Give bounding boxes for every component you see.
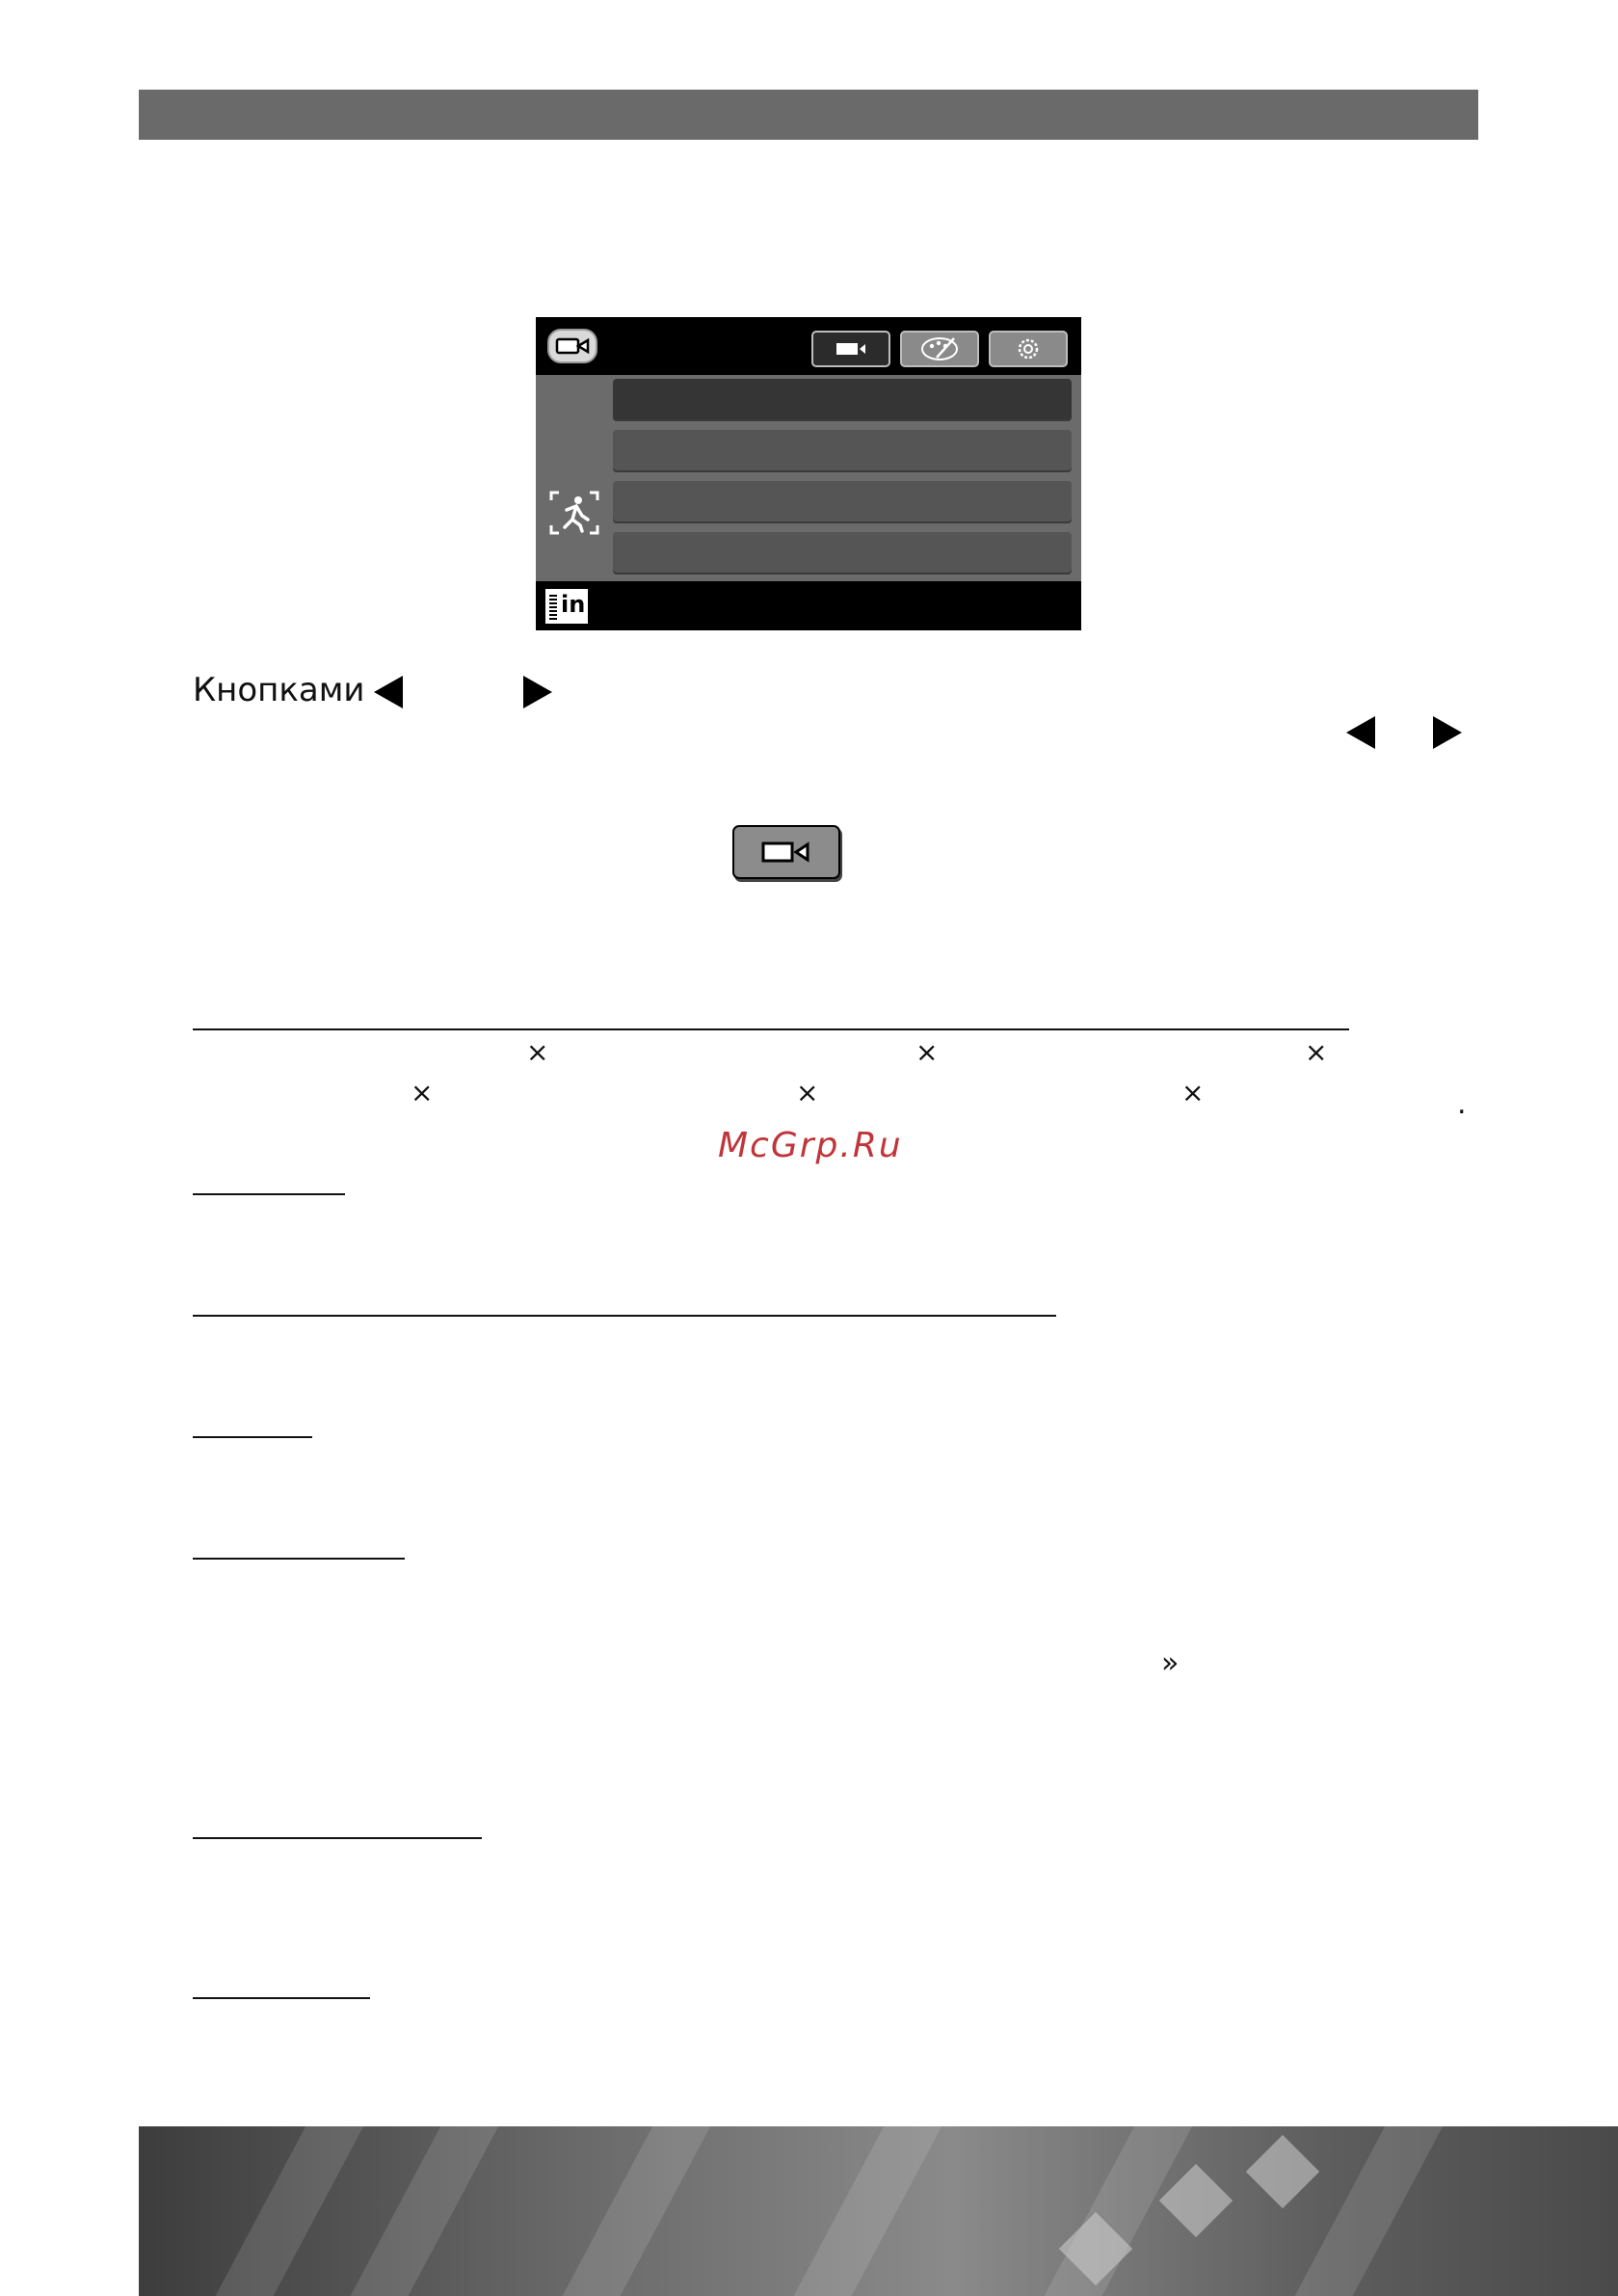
screen-menu-area bbox=[536, 375, 1081, 581]
section-rule bbox=[193, 1837, 482, 1839]
watermark: McGrp.Ru bbox=[718, 1126, 903, 1165]
tab-video[interactable] bbox=[811, 331, 890, 367]
menu-row[interactable] bbox=[613, 379, 1072, 421]
screen-top-bar bbox=[536, 317, 1081, 375]
multiply-sign: × bbox=[796, 1077, 819, 1108]
multiply-sign: × bbox=[411, 1077, 434, 1108]
internal-memory-icon bbox=[545, 589, 588, 624]
section-rule bbox=[193, 1558, 405, 1560]
section-rule bbox=[193, 1997, 370, 1999]
section-rule bbox=[193, 1028, 1349, 1030]
menu-row[interactable] bbox=[613, 481, 1072, 523]
screen-bottom-bar bbox=[536, 581, 1081, 630]
header-bar bbox=[139, 90, 1478, 140]
right-arrow-icon bbox=[523, 676, 552, 708]
left-arrow-icon bbox=[1346, 716, 1375, 749]
period-mark: . bbox=[1457, 1087, 1467, 1121]
multiply-sign: × bbox=[526, 1036, 549, 1068]
multiply-sign: × bbox=[1305, 1036, 1328, 1068]
footer-decoration bbox=[139, 2126, 1618, 2296]
menu-row[interactable] bbox=[613, 532, 1072, 574]
multiply-sign: × bbox=[1181, 1077, 1205, 1108]
left-arrow-icon bbox=[374, 676, 403, 708]
menu-row[interactable] bbox=[613, 430, 1072, 472]
tab-settings[interactable] bbox=[989, 331, 1068, 367]
right-arrow-icon bbox=[1433, 716, 1462, 749]
camera-menu-screen bbox=[536, 317, 1081, 630]
video-mode-button-icon bbox=[732, 825, 840, 879]
memory-label: in bbox=[561, 591, 586, 618]
guillemet-mark: » bbox=[1161, 1646, 1180, 1680]
video-camera-icon bbox=[547, 329, 597, 363]
motion-detection-icon bbox=[549, 491, 599, 539]
section-rule bbox=[193, 1315, 1056, 1317]
instruction-text: Кнопками bbox=[193, 671, 365, 709]
section-rule bbox=[193, 1193, 345, 1195]
multiply-sign: × bbox=[915, 1036, 939, 1068]
tab-palette[interactable] bbox=[900, 331, 979, 367]
section-rule bbox=[193, 1436, 312, 1438]
